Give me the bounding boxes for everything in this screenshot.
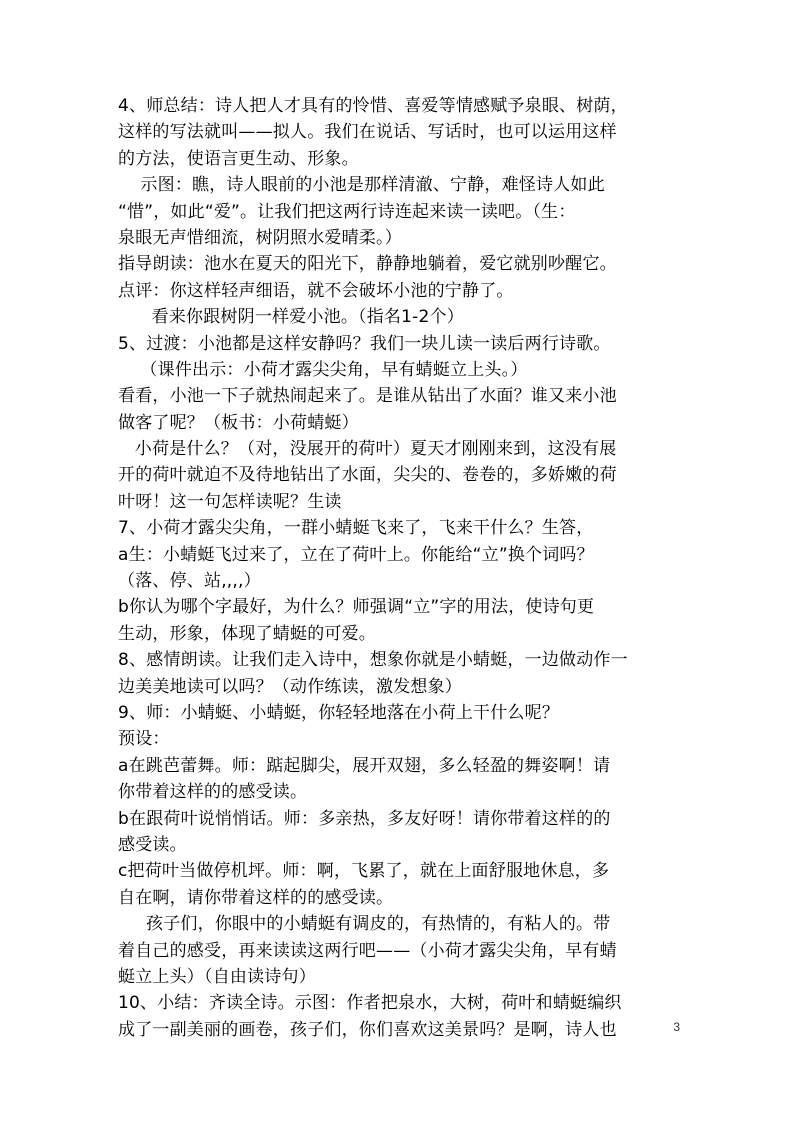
text-line: 成了一副美丽的画卷，孩子们，你们喜欢这美景吗？是啊，诗人也	[118, 1019, 617, 1040]
text-line: 自在啊，请你带着这样的的感受读。	[118, 887, 394, 908]
text-line: 边美美地读可以吗？（动作练读，激发想象）	[118, 676, 462, 697]
page-number: 3	[673, 1020, 680, 1034]
text-line: 孩子们，你眼中的小蜻蜓有调皮的，有热情的，有粘人的。带	[118, 914, 611, 935]
document-body	[118, 93, 678, 1043]
text-line: （落、停、站,,,,）	[118, 571, 261, 592]
text-line: 蜓立上头）（自由读诗句）	[118, 966, 316, 987]
text-line: 看看，小池一下子就热闹起来了。是谁从钻出了水面？谁又来小池	[118, 386, 617, 407]
text-line: a在跳芭蕾舞。师：踮起脚尖，展开双翅，多么轻盈的舞姿啊！请	[118, 755, 611, 776]
text-line: b你认为哪个字最好，为什么？师强调“立”字的用法，使诗句更	[118, 597, 595, 618]
text-line: 8、感情朗读。让我们走入诗中，想象你就是小蜻蜓，一边做动作一	[118, 650, 628, 671]
text-line: 9、师：小蜻蜓、小蜻蜓，你轻轻地落在小荷上干什么呢？	[118, 702, 560, 723]
text-line: 10、小结：齐读全诗。示图：作者把泉水，大树，荷叶和蜻蜓编织	[118, 993, 622, 1014]
text-line: （课件出示：小荷才露尖尖角，早有蜻蜓立上头。）	[118, 359, 528, 380]
text-line: 点评：你这样轻声细语，就不会破坏小池的宁静了。	[118, 280, 514, 301]
text-line: 7、小荷才露尖尖角，一群小蜻蜓飞来了，飞来干什么？生答，	[118, 518, 594, 539]
text-line: 感受读。	[118, 834, 187, 855]
text-line: 4、师总结：诗人把人才具有的怜惜、喜爱等情感赋予泉眼、树荫，	[118, 96, 628, 116]
text-line: 示图：瞧，诗人眼前的小池是那样清澈、宁静，难怪诗人如此	[118, 175, 605, 196]
text-line: 看来你跟树阴一样爱小池。（指名1-2个）	[118, 307, 464, 328]
text-line: 生动，形象，体现了蜻蜓的可爱。	[118, 623, 376, 644]
text-line: 做客了呢？（板书：小荷蜻蜓）	[118, 412, 359, 433]
text-line: “惜”，如此“爱”。让我们把这两行诗连起来读一读吧。（生：	[118, 201, 576, 222]
text-line: 着自己的感受，再来读读这两行吧——（小荷才露尖尖角，早有蜻	[118, 940, 617, 961]
text-line: c把荷叶当做停机坪。师：啊，飞累了，就在上面舒服地休息，多	[118, 861, 610, 882]
text-line: 你带着这样的的感受读。	[118, 782, 308, 803]
text-line: a生：小蜻蜓飞过来了，立在了荷叶上。你能给“立”换个词吗？	[118, 544, 594, 565]
text-line: 这样的写法就叫——拟人。我们在说话、写话时，也可以运用这样	[118, 122, 617, 143]
text-line: 指导朗读：池水在夏天的阳光下，静静地躺着，爱它就别吵醒它。	[118, 254, 617, 275]
text-line: 泉眼无声惜细流，树阴照水爱晴柔。）	[118, 227, 402, 248]
text-line: 5、过渡：小池都是这样安静吗？我们一块儿读一读后两行诗歌。	[118, 333, 611, 354]
text-line: 叶呀！这一句怎样读呢？生读	[118, 491, 342, 512]
text-line: 的方法，使语言更生动、形象。	[118, 148, 359, 169]
text-line: 预设：	[118, 729, 170, 750]
text-line: 开的荷叶就迫不及待地钻出了水面，尖尖的、卷卷的，多娇嫩的荷	[118, 465, 617, 486]
text-line: 小荷是什么？（对，没展开的荷叶）夏天才刚刚来到，这没有展	[118, 439, 617, 460]
text-line: b在跟荷叶说悄悄话。师：多亲热，多友好呀！请你带着这样的的	[118, 808, 611, 829]
